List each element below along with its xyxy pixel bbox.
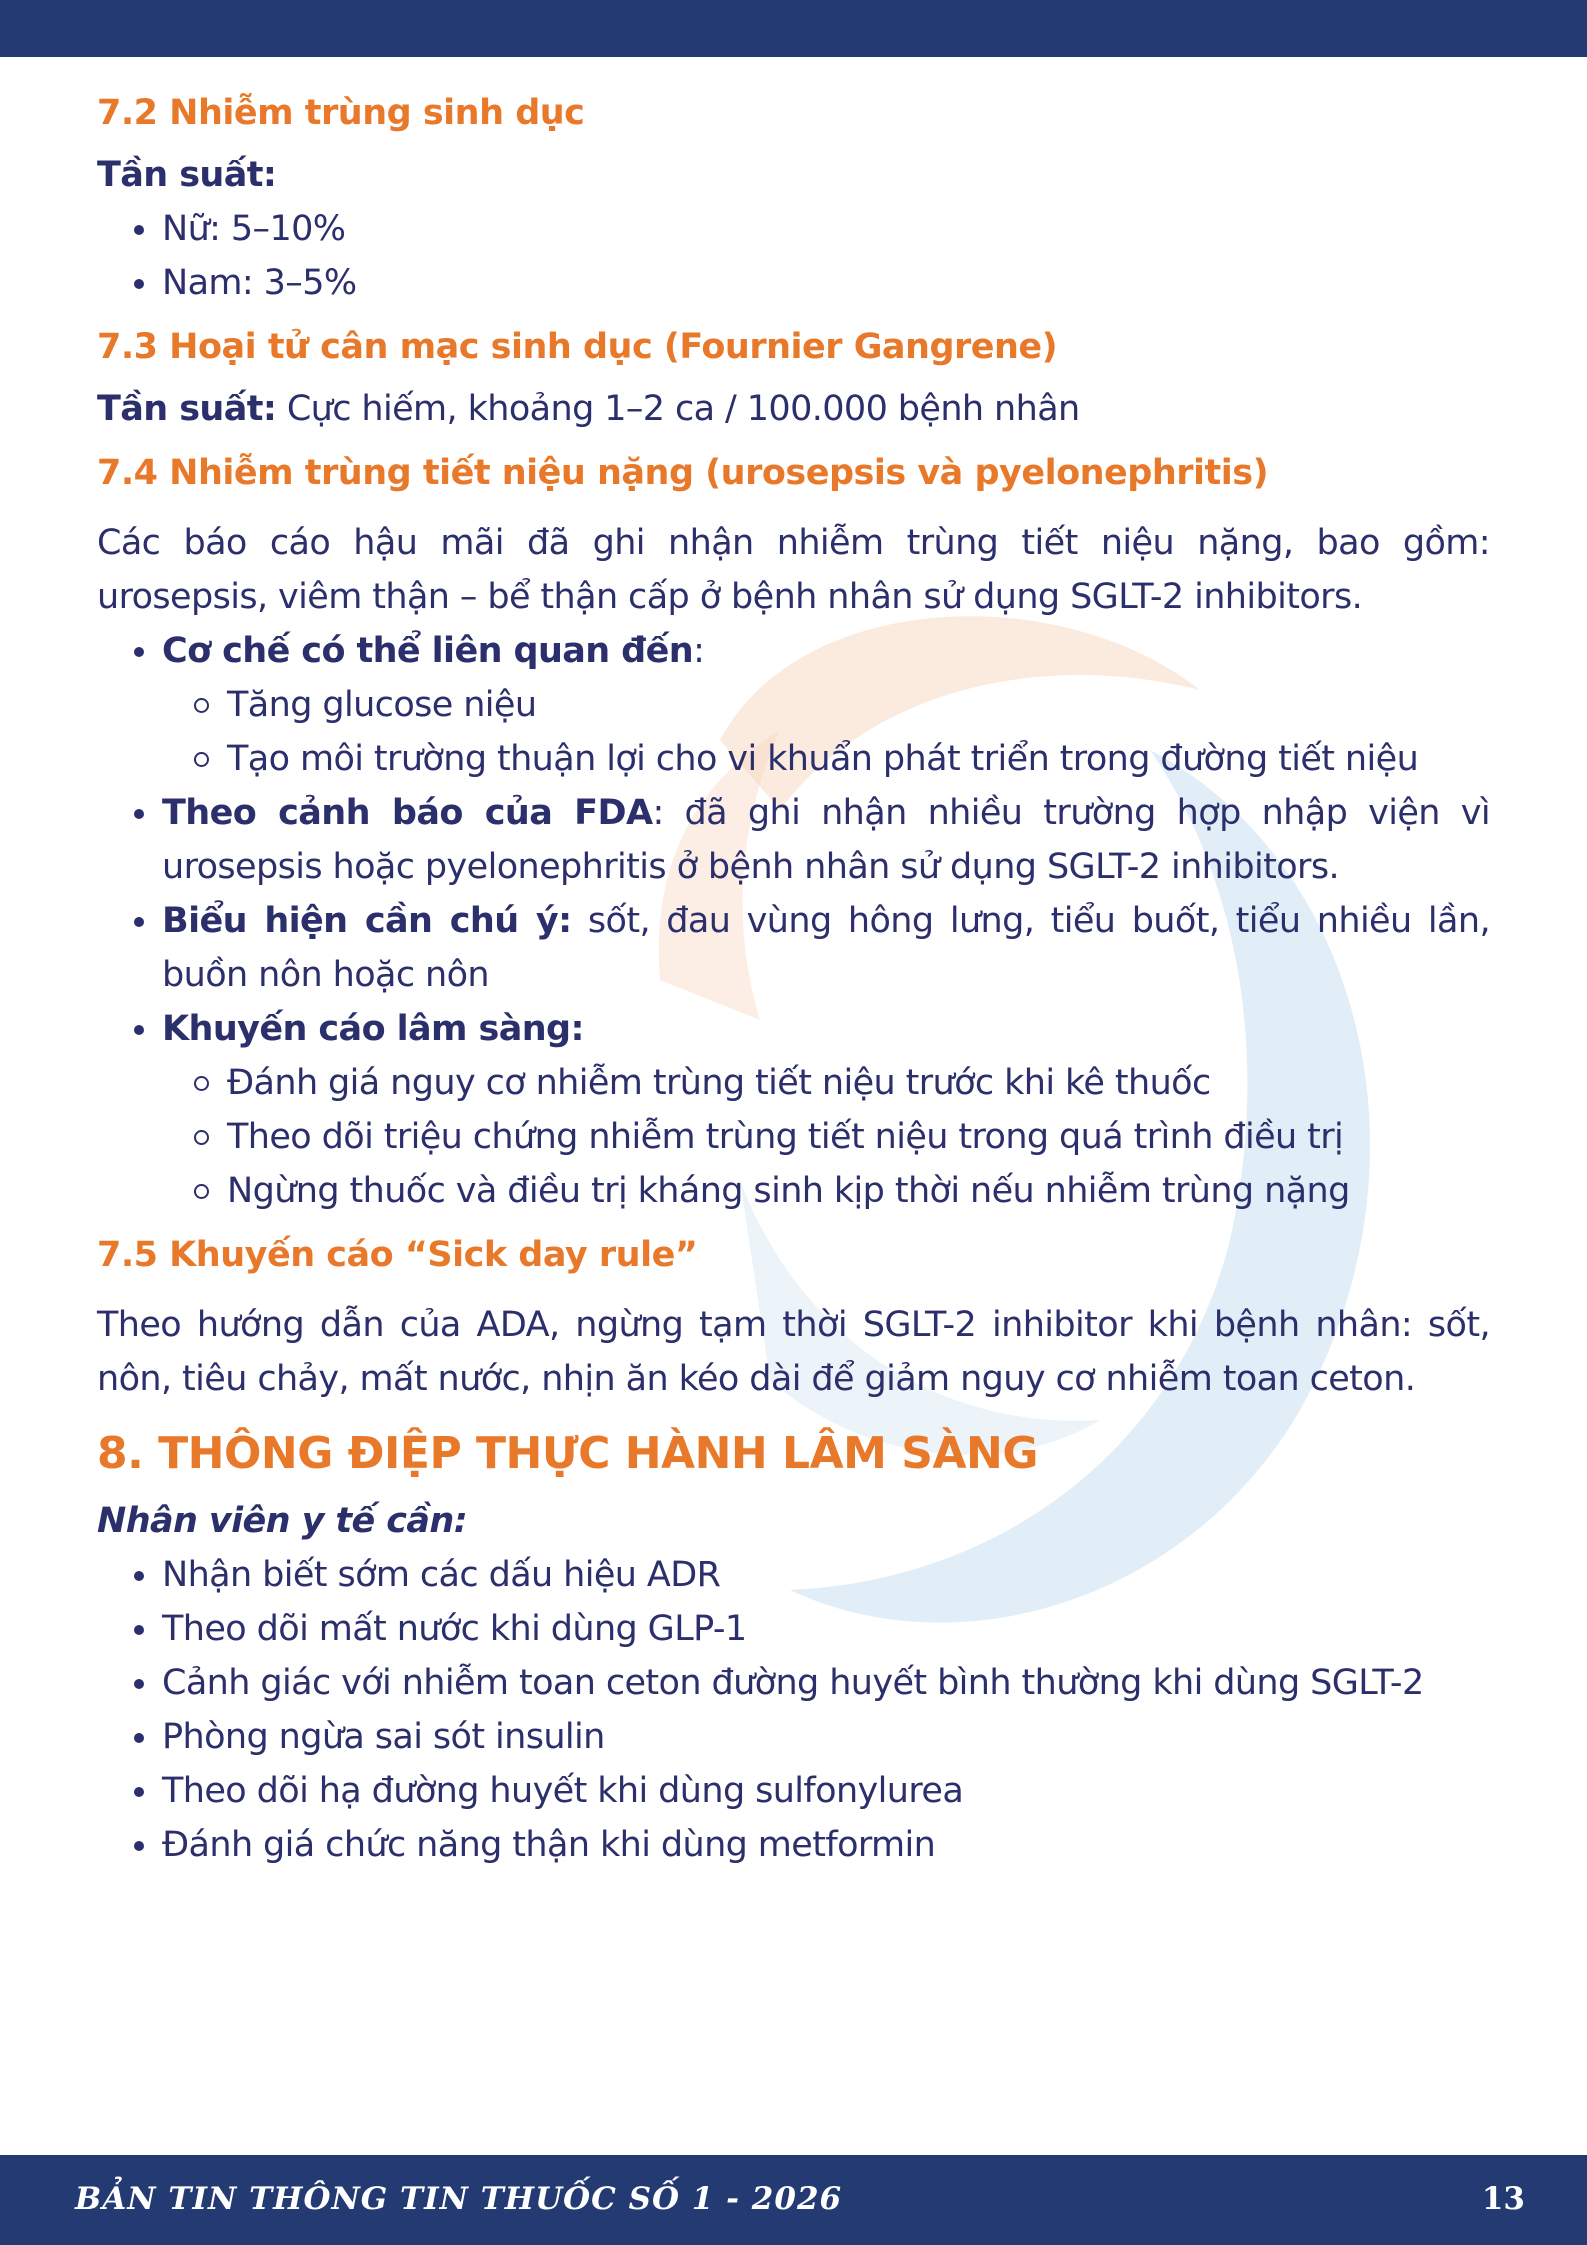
s75-paragraph: Theo hướng dẫn của ADA, ngừng tạm thời SGLT-2 inhibitor khi bệnh nhân: sốt, nôn, tiêu chảy, mất nước, nhịn ăn kéo dài để giảm nguy cơ nhiễm toan ceton. xyxy=(97,1305,1490,1399)
footer-bar xyxy=(0,2155,1587,2245)
list-item xyxy=(97,1002,1490,1218)
sub-list-item: Tăng glucose niệu xyxy=(162,678,1490,732)
list-item: Nữ: 5–10% xyxy=(97,202,1490,256)
fda-label: Theo cảnh báo của FDA xyxy=(162,793,653,833)
section-7-5-heading: 7.5 Khuyến cáo “Sick day rule” xyxy=(97,1235,698,1275)
footer-title: BẢN TIN THÔNG TIN THUỐC SỐ 1 - 2026 xyxy=(75,2181,843,2217)
mechanism-colon: : xyxy=(693,631,705,671)
mechanism-sublist xyxy=(162,678,1490,786)
list-item: Nhận biết sớm các dấu hiệu ADR xyxy=(97,1548,1490,1602)
recommendation-label: Khuyến cáo lâm sàng: xyxy=(162,1009,584,1049)
s74-intro-paragraph: Các báo cáo hậu mãi đã ghi nhận nhiễm trùng tiết niệu nặng, bao gồm: urosepsis, viêm thận – bể thận cấp ở bệnh nhân sử dụng SGLT-2 inhibitors. xyxy=(97,523,1490,617)
s8-bullet-list xyxy=(97,1548,1490,1872)
list-item: Đánh giá chức năng thận khi dùng metformin xyxy=(97,1818,1490,1872)
recommendation-sublist xyxy=(162,1056,1490,1218)
section-7-4-heading: 7.4 Nhiễm trùng tiết niệu nặng (urosepsis và pyelonephritis) xyxy=(97,453,1269,493)
section-8-heading: 8. THÔNG ĐIỆP THỰC HÀNH LÂM SÀNG xyxy=(97,1428,1038,1479)
sub-list-item: Theo dõi triệu chứng nhiễm trùng tiết niệu trong quá trình điều trị xyxy=(162,1110,1490,1164)
signs-label: Biểu hiện cần chú ý: xyxy=(162,901,572,941)
page-content xyxy=(97,88,1490,1872)
s8-staff-label: Nhân viên y tế cần: xyxy=(97,1501,468,1541)
list-item xyxy=(97,786,1490,894)
s72-frequency-list xyxy=(97,202,1490,310)
s74-bullet-list xyxy=(97,624,1490,1218)
page-number: 13 xyxy=(1481,2181,1525,2217)
list-item: Nam: 3–5% xyxy=(97,256,1490,310)
list-item: Phòng ngừa sai sót insulin xyxy=(97,1710,1490,1764)
mechanism-label: Cơ chế có thể liên quan đến xyxy=(162,631,694,671)
list-item: Theo dõi mất nước khi dùng GLP-1 xyxy=(97,1602,1490,1656)
list-item: Cảnh giác với nhiễm toan ceton đường huyết bình thường khi dùng SGLT-2 xyxy=(97,1656,1490,1710)
sub-list-item: Đánh giá nguy cơ nhiễm trùng tiết niệu trước khi kê thuốc xyxy=(162,1056,1490,1110)
sub-list-item: Tạo môi trường thuận lợi cho vi khuẩn phát triển trong đường tiết niệu xyxy=(162,732,1490,786)
s73-frequency-paragraph xyxy=(97,382,1490,436)
s73-frequency-label: Tần suất: xyxy=(97,389,277,429)
section-7-2-heading: 7.2 Nhiễm trùng sinh dục xyxy=(97,93,585,133)
top-header-bar xyxy=(0,0,1587,57)
list-item xyxy=(97,624,1490,786)
s73-frequency-text: Cực hiếm, khoảng 1–2 ca / 100.000 bệnh nhân xyxy=(276,389,1080,429)
sub-list-item: Ngừng thuốc và điều trị kháng sinh kịp thời nếu nhiễm trùng nặng xyxy=(162,1164,1490,1218)
signs-text: sốt, đau vùng hông lưng, tiểu buốt, tiểu nhiều lần, buồn nôn hoặc nôn xyxy=(162,901,1490,995)
s72-frequency-label: Tần suất: xyxy=(97,155,277,195)
section-7-3-heading: 7.3 Hoại tử cân mạc sinh dục (Fournier Gangrene) xyxy=(97,327,1058,367)
list-item: Theo dõi hạ đường huyết khi dùng sulfonylurea xyxy=(97,1764,1490,1818)
list-item xyxy=(97,894,1490,1002)
fda-text: : đã ghi nhận nhiều trường hợp nhập viện vì urosepsis hoặc pyelonephritis ở bệnh nhân sử dụng SGLT-2 inhibitors. xyxy=(162,793,1490,887)
